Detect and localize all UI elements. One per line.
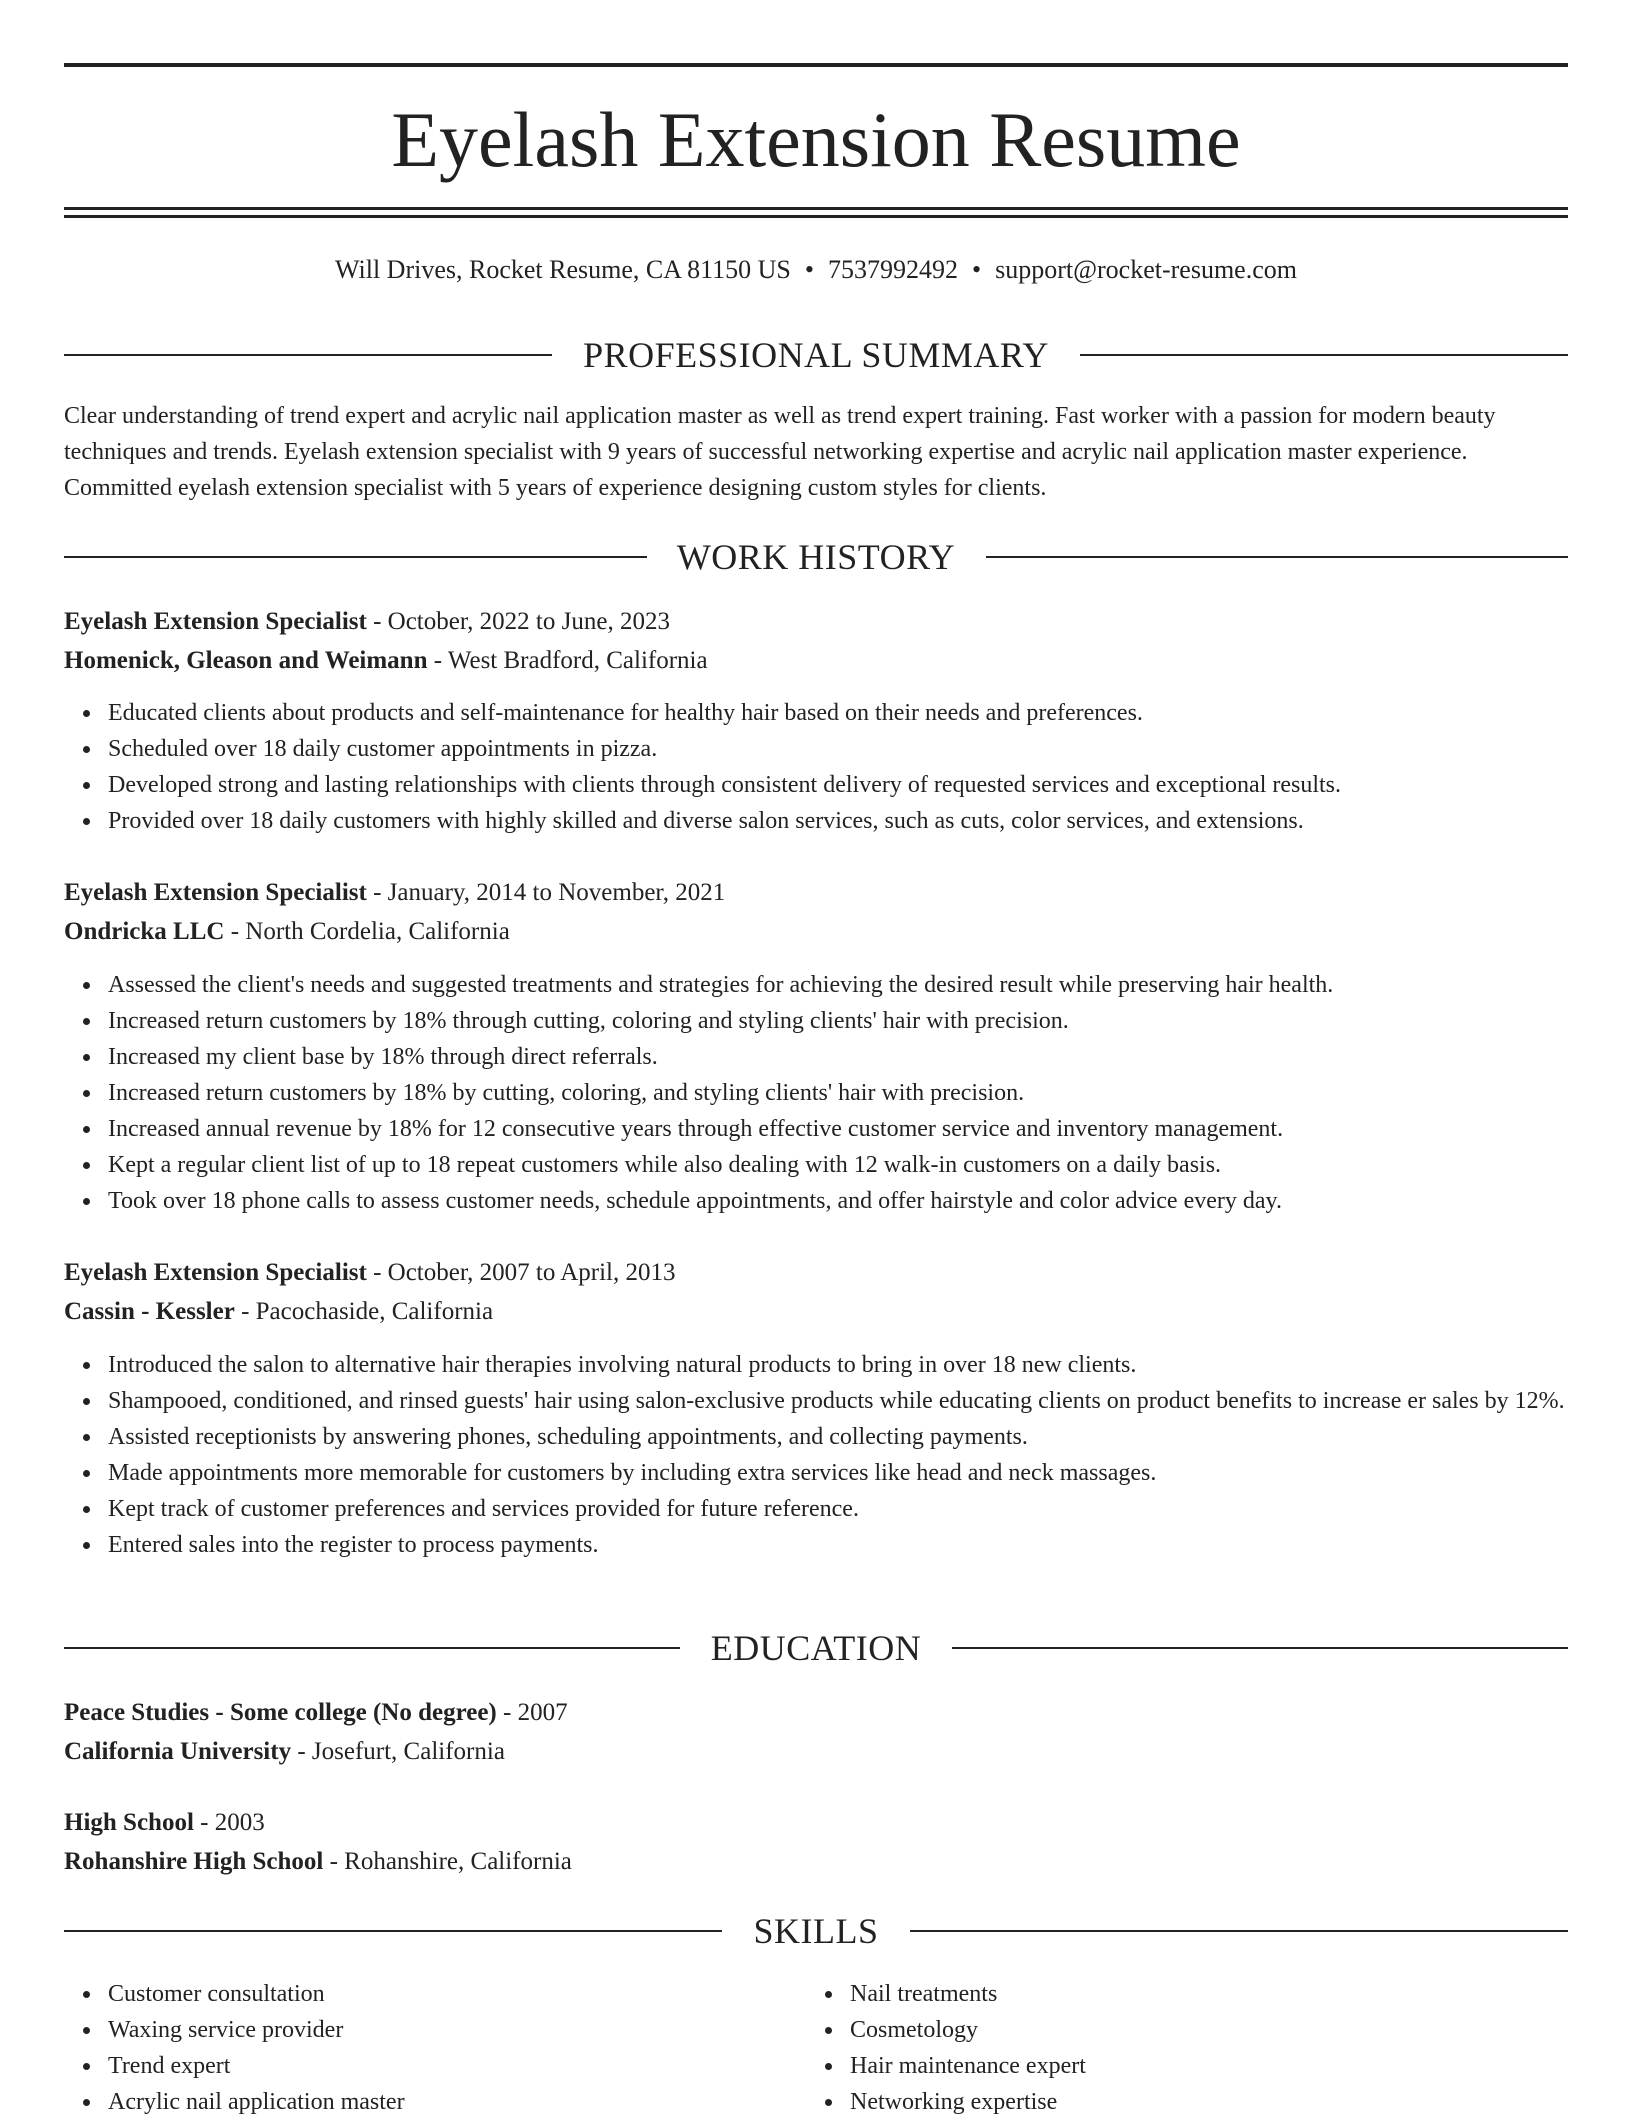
contact-line — [64, 252, 1568, 288]
job-bullets — [64, 695, 1612, 839]
education-school: California University — [64, 1738, 292, 1765]
contact-separator: • — [804, 255, 814, 284]
section-header-skills — [64, 1911, 1568, 1951]
job-company: Cassin - Kessler — [64, 1298, 235, 1325]
job-title-row — [64, 873, 1568, 912]
job-dates: - January, 2014 to November, 2021 — [366, 879, 726, 906]
skill-item: Customer consultation — [108, 1976, 1612, 2012]
list-item: Introduced the salon to alternative hair therapies involving natural products to bring in over 18 new clients. — [108, 1347, 1612, 1383]
summary-text: Clear understanding of trend expert and acrylic nail application master as well as trend expert training. Fast worker with a passion for modern beauty techniques and trends. Eyelash extension specialist with 9 years of successful networking expertise and acrylic nail application master experience. Committed eyelash extension specialist with 5 years of experience designing custom styles for clients. — [64, 403, 1496, 501]
section-header-summary — [64, 335, 1568, 375]
job-entry — [64, 873, 1568, 951]
education-location: - Josefurt, California — [291, 1738, 505, 1765]
skill-item: Hair maintenance expert — [850, 2048, 1632, 2084]
list-item: Educated clients about products and self-maintenance for healthy hair based on their needs and preferences. — [108, 695, 1612, 731]
list-item: Made appointments more memorable for customers by including extra services like head and neck massages. — [108, 1455, 1612, 1491]
skill-item: Nail treatments — [850, 1976, 1632, 2012]
education-school-row — [64, 1732, 1568, 1771]
education-school: Rohanshire High School — [64, 1848, 324, 1875]
job-entry — [64, 602, 1568, 680]
job-company-row — [64, 1292, 1568, 1331]
job-company-row — [64, 912, 1568, 951]
list-item: Increased annual revenue by 18% for 12 consecutive years through effective customer service and inventory management. — [108, 1111, 1612, 1147]
job-title: Eyelash Extension Specialist — [64, 879, 367, 906]
job-title-row — [64, 602, 1568, 641]
section-header-work — [64, 537, 1568, 577]
skill-item: Waxing service provider — [108, 2012, 1612, 2048]
education-degree: Peace Studies - Some college (No degree) — [64, 1699, 497, 1726]
list-item: Increased return customers by 18% through cutting, coloring and styling clients' hair with precision. — [108, 1003, 1612, 1039]
contact-address: Will Drives, Rocket Resume, CA 81150 US — [335, 255, 791, 284]
skills-list-right — [806, 1976, 1632, 2120]
job-location: - West Bradford, California — [427, 647, 708, 674]
job-title-row — [64, 1253, 1568, 1292]
list-item: Increased return customers by 18% by cutting, coloring, and styling clients' hair with precision. — [108, 1075, 1612, 1111]
list-item: Shampooed, conditioned, and rinsed guests' hair using salon-exclusive products while educating clients on product benefits to increase er sales by 12%. — [108, 1383, 1612, 1419]
list-item: Scheduled over 18 daily customer appointments in pizza. — [108, 731, 1612, 767]
education-entry — [64, 1803, 1568, 1881]
list-item: Increased my client base by 18% through direct referrals. — [108, 1039, 1612, 1075]
title-rule-lower — [64, 215, 1568, 218]
job-bullets — [64, 1347, 1612, 1563]
education-year: - 2003 — [193, 1809, 265, 1836]
education-location: - Rohanshire, California — [323, 1848, 572, 1875]
job-location: - Pacochaside, California — [234, 1298, 494, 1325]
skill-item: Networking expertise — [850, 2084, 1632, 2120]
list-item: Kept track of customer preferences and services provided for future reference. — [108, 1491, 1612, 1527]
job-entry — [64, 1253, 1568, 1331]
job-company: Homenick, Gleason and Weimann — [64, 647, 428, 674]
education-degree-row — [64, 1803, 1568, 1842]
education-degree-row — [64, 1693, 1568, 1732]
job-dates: - October, 2007 to April, 2013 — [366, 1259, 676, 1286]
section-rule-right — [952, 1647, 1568, 1649]
top-rule — [64, 63, 1568, 67]
contact-phone: 7537992492 — [827, 255, 958, 284]
list-item: Developed strong and lasting relationships with clients through consistent delivery of requested services and exceptional results. — [108, 767, 1612, 803]
skill-item: Trend expert — [108, 2048, 1612, 2084]
list-item: Entered sales into the register to process payments. — [108, 1527, 1612, 1563]
section-title-summary: PROFESSIONAL SUMMARY — [583, 335, 1049, 375]
job-title: Eyelash Extension Specialist — [64, 1259, 367, 1286]
list-item: Took over 18 phone calls to assess customer needs, schedule appointments, and offer hairstyle and color advice every day. — [108, 1183, 1612, 1219]
section-header-education — [64, 1628, 1568, 1668]
job-bullets — [64, 967, 1612, 1219]
contact-email: support@rocket-resume.com — [995, 255, 1297, 284]
job-title: Eyelash Extension Specialist — [64, 608, 367, 635]
job-company: Ondricka LLC — [64, 918, 225, 945]
list-item: Assisted receptionists by answering phones, scheduling appointments, and collecting payments. — [108, 1419, 1612, 1455]
list-item: Kept a regular client list of up to 18 repeat customers while also dealing with 12 walk-in customers on a daily basis. — [108, 1147, 1612, 1183]
contact-separator: • — [971, 255, 982, 284]
section-rule-right — [1080, 354, 1568, 356]
job-location: - North Cordelia, California — [224, 918, 510, 945]
section-title-work: WORK HISTORY — [676, 537, 956, 577]
list-item: Assessed the client's needs and suggested treatments and strategies for achieving the desired result while preserving hair health. — [108, 967, 1612, 1003]
job-dates: - October, 2022 to June, 2023 — [366, 608, 670, 635]
title-rule-upper — [64, 207, 1568, 210]
education-entry — [64, 1693, 1568, 1771]
education-school-row — [64, 1842, 1568, 1881]
resume-title: Eyelash Extension Resume — [391, 96, 1241, 183]
skill-item: Acrylic nail application master — [108, 2084, 1612, 2120]
list-item: Provided over 18 daily customers with highly skilled and diverse salon services, such as cuts, color services, and extensions. — [108, 803, 1612, 839]
education-degree: High School — [64, 1809, 194, 1836]
job-company-row — [64, 641, 1568, 680]
section-title-education: EDUCATION — [710, 1628, 922, 1668]
section-title-skills: SKILLS — [753, 1911, 879, 1951]
skill-item: Cosmetology — [850, 2012, 1632, 2048]
section-rule-right — [910, 1930, 1568, 1932]
section-rule-right — [986, 556, 1568, 558]
education-year: - 2007 — [496, 1699, 568, 1726]
